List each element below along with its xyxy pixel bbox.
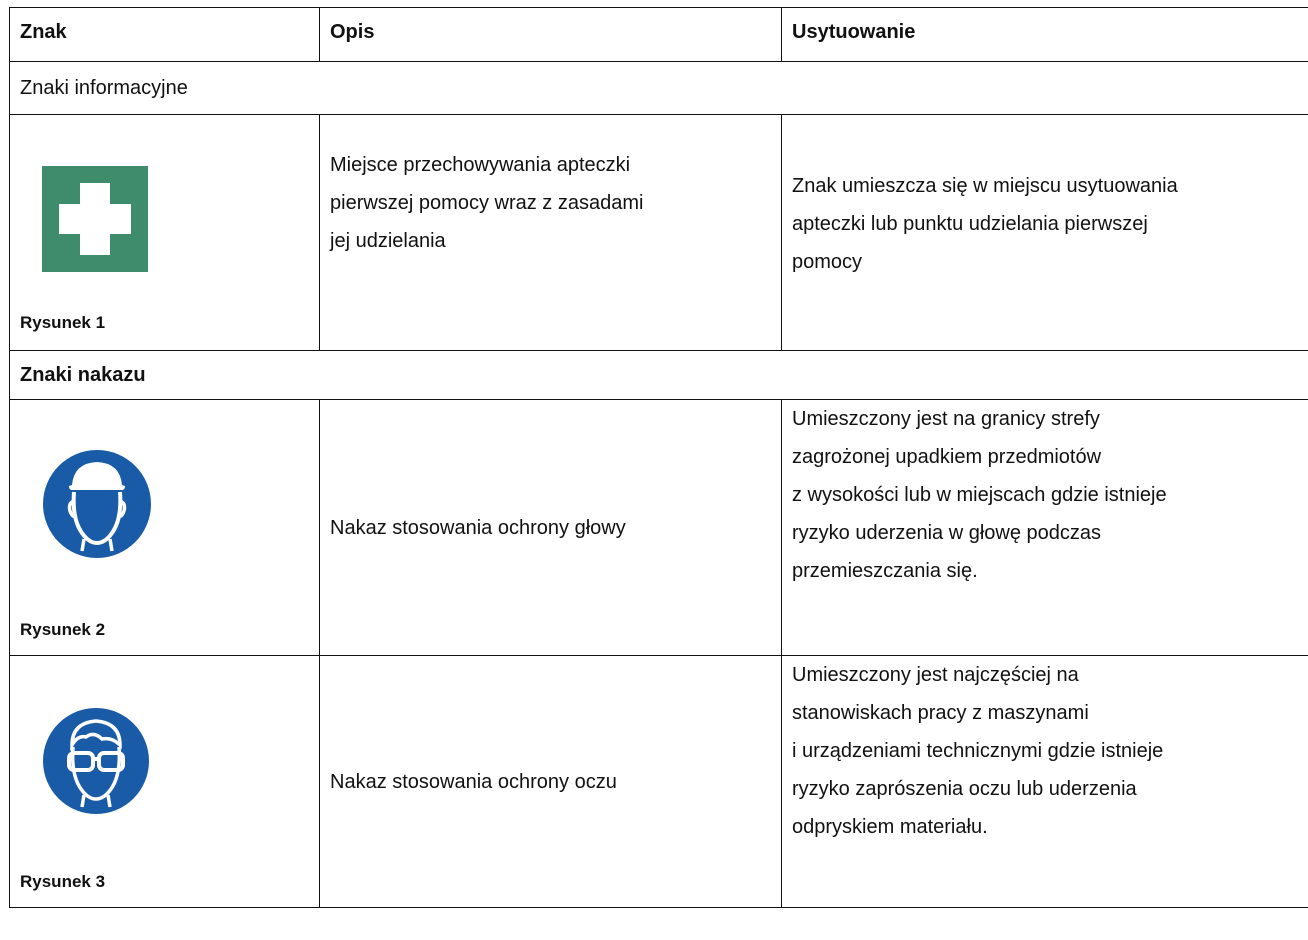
header-usytuowanie: Usytuowanie (782, 8, 1308, 62)
sign-cell (10, 656, 320, 908)
location-line: z wysokości lub w miejscach gdzie istnieje (792, 484, 1167, 506)
figure-caption: Rysunek 1 (20, 313, 106, 332)
location-line: odpryskiem materiału. (792, 816, 988, 838)
sign-cell (10, 115, 320, 351)
sign-cell (10, 400, 320, 656)
header-row (10, 8, 1308, 62)
location-line: zagrożonej upadkiem przedmiotów (792, 446, 1102, 468)
location-line: stanowiskach pracy z maszynami (792, 702, 1089, 724)
location-line: przemieszczania się. (792, 560, 978, 582)
location-cell (782, 115, 1308, 351)
section-title-nakazu: Znaki nakazu (10, 351, 1308, 400)
description-line: pierwszej pomocy wraz z zasadami (330, 192, 644, 214)
location-line: ryzyko uderzenia w głowę podczas (792, 522, 1102, 544)
description-line: Miejsce przechowywania apteczki (330, 154, 631, 176)
section-row-informacyjne (10, 62, 1308, 115)
location-cell (782, 400, 1308, 656)
location-line: pomocy (792, 251, 863, 273)
location-line: Umieszczony jest najczęściej na (792, 664, 1079, 686)
location-line: Umieszczony jest na granicy strefy (792, 408, 1100, 430)
first-aid-cross-icon (42, 166, 148, 285)
eye-protection-icon (42, 707, 150, 828)
table-row (10, 115, 1308, 351)
section-title-informacyjne: Znaki informacyjne (10, 62, 1308, 115)
figure-caption: Rysunek 3 (20, 872, 106, 891)
section-row-nakazu (10, 351, 1308, 400)
header-opis: Opis (320, 8, 782, 62)
location-line: Znak umieszcza się w miejscu usytuowania (792, 175, 1178, 197)
description-cell (320, 400, 782, 656)
description-line: jej udzielania (330, 230, 446, 252)
location-cell (782, 656, 1308, 908)
location-line: ryzyko zaprószenia oczu lub uderzenia (792, 778, 1137, 800)
head-protection-icon (42, 449, 152, 572)
location-line: apteczki lub punktu udzielania pierwszej (792, 213, 1148, 235)
figure-caption: Rysunek 2 (20, 620, 106, 639)
header-znak: Znak (10, 8, 320, 62)
table-row (10, 656, 1308, 908)
description-line: Nakaz stosowania ochrony głowy (330, 516, 626, 539)
description-cell (320, 656, 782, 908)
description-cell (320, 115, 782, 351)
description-line: Nakaz stosowania ochrony oczu (330, 770, 617, 793)
table-row (10, 400, 1308, 656)
signs-table (9, 7, 1308, 908)
location-line: i urządzeniami technicznymi gdzie istnieje (792, 740, 1164, 762)
